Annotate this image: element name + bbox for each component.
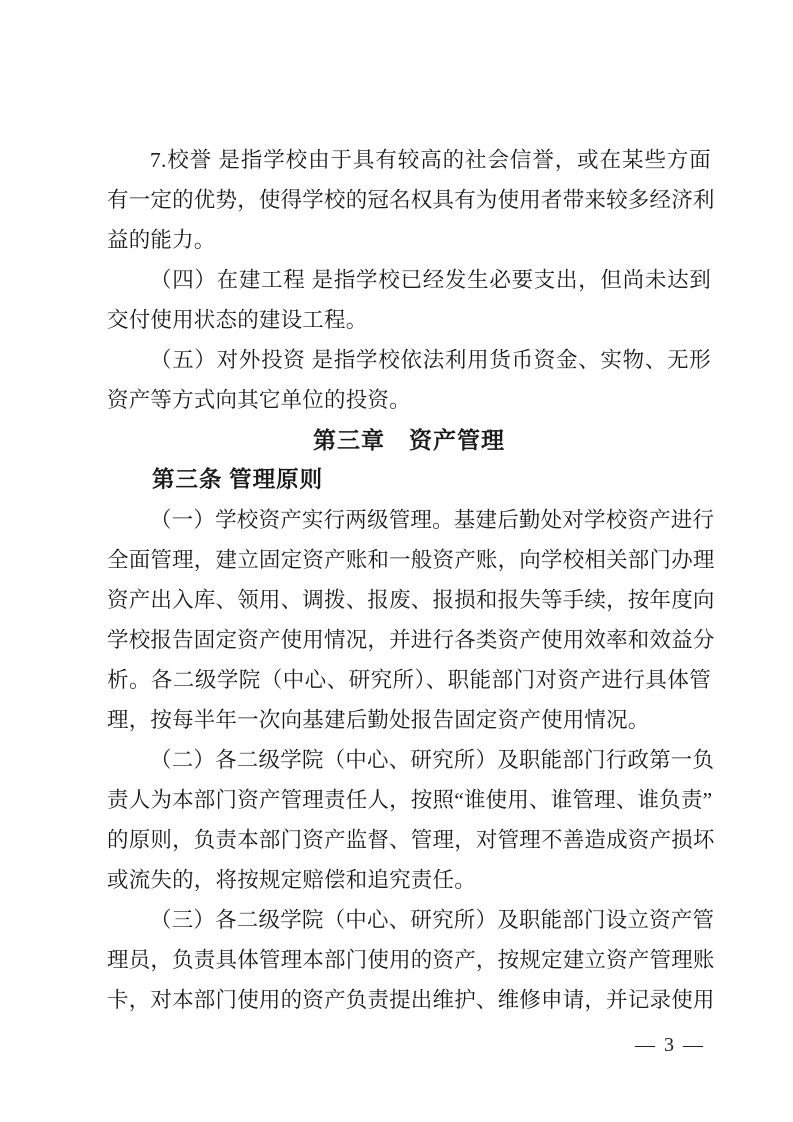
text-line: 的原则，负责本部门资产监督、管理，对管理不善造成资产损坏 <box>107 828 715 852</box>
text-line: （一）学校资产实行两级管理。基建后勤处对学校资产进行 <box>150 508 715 532</box>
paragraph-management-principle-2 <box>107 740 715 900</box>
chapter-heading: 第三章 资产管理 <box>313 427 505 453</box>
text-line: （五）对外投资 是指学校依法利用货币资金、实物、无形 <box>150 348 711 372</box>
text-line: 理员，负责具体管理本部门使用的资产，按规定建立资产管理账 <box>107 948 715 972</box>
page-number: — 3 — <box>635 1034 705 1056</box>
text-line: 资产出入库、领用、调拨、报废、报损和报失等手续，按年度向 <box>107 588 715 612</box>
text-line: （四）在建工程 是指学校已经发生必要支出，但尚未达到 <box>150 268 711 292</box>
text-line: 理，按每半年一次向基建后勤处报告固定资产使用情况。 <box>107 708 650 732</box>
paragraph-management-principle-1 <box>107 500 715 740</box>
text-line: 有一定的优势，使得学校的冠名权具有为使用者带来较多经济利 <box>107 188 715 212</box>
text-line: 资产等方式向其它单位的投资。 <box>107 388 411 412</box>
text-line: （三）各二级学院（中心、研究所）及职能部门设立资产管 <box>150 908 715 932</box>
text-line: 全面管理，建立固定资产账和一般资产账，向学校相关部门办理 <box>107 548 715 572</box>
document-body <box>107 140 715 1020</box>
text-line: 学校报告固定资产使用情况，并进行各类资产使用效率和效益分 <box>107 628 715 652</box>
section-heading: 第三条 管理原则 <box>152 467 324 492</box>
text-line: 责人为本部门资产管理责任人，按照“谁使用、谁管理、谁负责” <box>107 788 713 812</box>
text-line: 7.校誉 是指学校由于具有较高的社会信誉，或在某些方面 <box>150 148 711 172</box>
text-line: 交付使用状态的建设工程。 <box>107 308 368 332</box>
text-line: 或流失的，将按规定赔偿和追究责任。 <box>107 868 476 892</box>
paragraph-management-principle-3 <box>107 900 715 1020</box>
paragraph-construction-in-progress <box>107 260 711 340</box>
text-line: 卡，对本部门使用的资产负责提出维护、维修申请，并记录使用 <box>107 988 715 1012</box>
text-line: （二）各二级学院（中心、研究所）及职能部门行政第一负 <box>150 748 715 772</box>
paragraph-school-reputation <box>107 140 715 260</box>
text-line: 析。各二级学院（中心、研究所）、职能部门对资产进行具体管 <box>107 668 711 692</box>
text-line: 益的能力。 <box>107 228 216 252</box>
paragraph-external-investment <box>107 340 711 420</box>
